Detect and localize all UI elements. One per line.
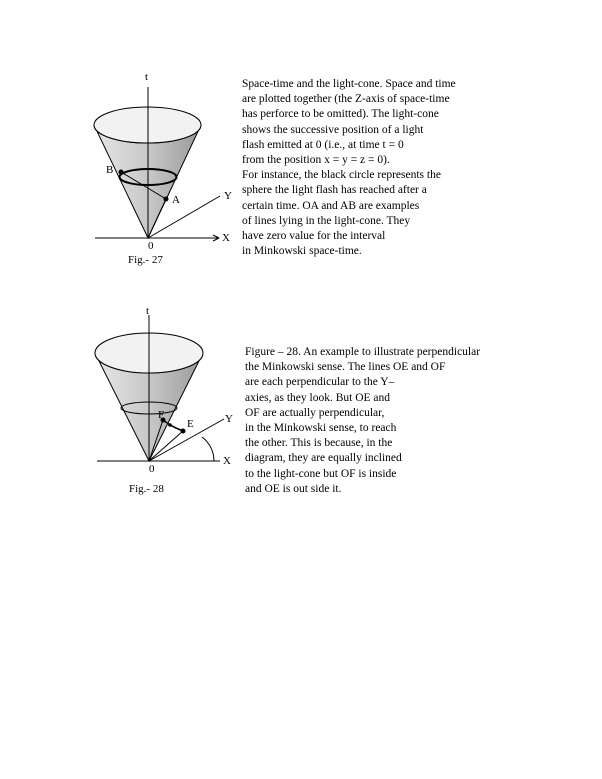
label-F-28: F [158,409,165,421]
caption-line: from the position x = y = z = 0). [242,154,390,167]
caption-line: the Minkowski sense. The lines OE and OF [245,361,446,374]
figure-28-caption [245,345,480,497]
point-E [181,429,186,434]
label-t-27: t [145,71,149,83]
label-Y-28: Y [225,413,233,425]
caption-line: flash emitted at 0 (i.e., at time t = 0 [242,138,404,151]
caption-line: have zero value for the interval [242,230,386,243]
caption-line: has perforce to be omitted). The light-cone [242,108,439,121]
caption-line: to the light-cone but OF is inside [245,467,397,480]
caption-line: of lines lying in the light-cone. They [242,214,411,227]
caption-line: and OE is out side it. [245,482,342,495]
label-X-28: X [223,455,231,467]
caption-line: in the Minkowski sense, to reach [245,422,397,435]
caption-line: are plotted together (the Z-axis of space-time [242,93,450,106]
caption-line: sphere the light flash has reached after a [242,184,427,197]
caption-line: in Minkowski space-time. [242,245,362,258]
label-B-27: B [106,164,114,176]
figure-28-title: Fig.- 28 [129,483,164,495]
label-origin-27: 0 [148,240,154,252]
caption-line: Figure – 28. An example to illustrate perpendicular [245,346,481,358]
caption-line: Space-time and the light-cone. Space and time [242,78,456,90]
label-A-27: A [172,194,180,206]
caption-line: certain time. OA and AB are examples [242,199,420,212]
label-t-28: t [146,305,150,317]
caption-line: OF are actually perpendicular, [245,406,385,419]
figure-27-caption [242,77,456,259]
caption-line: diagram, they are equally inclined [245,452,402,465]
caption-line: are each perpendicular to the Y– [245,376,395,389]
mid-dot [168,423,172,427]
caption-line: axies, as they look. But OE and [245,391,391,404]
caption-line: the other. This is because, in the [245,437,393,450]
label-origin-28: 0 [149,463,155,475]
angle-arc [202,437,214,461]
label-X-27: X [222,232,230,244]
figure-27-title: Fig.- 27 [128,254,163,266]
caption-line: For instance, the black circle represents the [242,169,441,182]
label-Y-27: Y [224,190,232,202]
label-E-28: E [187,418,194,430]
caption-line: shows the successive position of a light [242,123,424,136]
